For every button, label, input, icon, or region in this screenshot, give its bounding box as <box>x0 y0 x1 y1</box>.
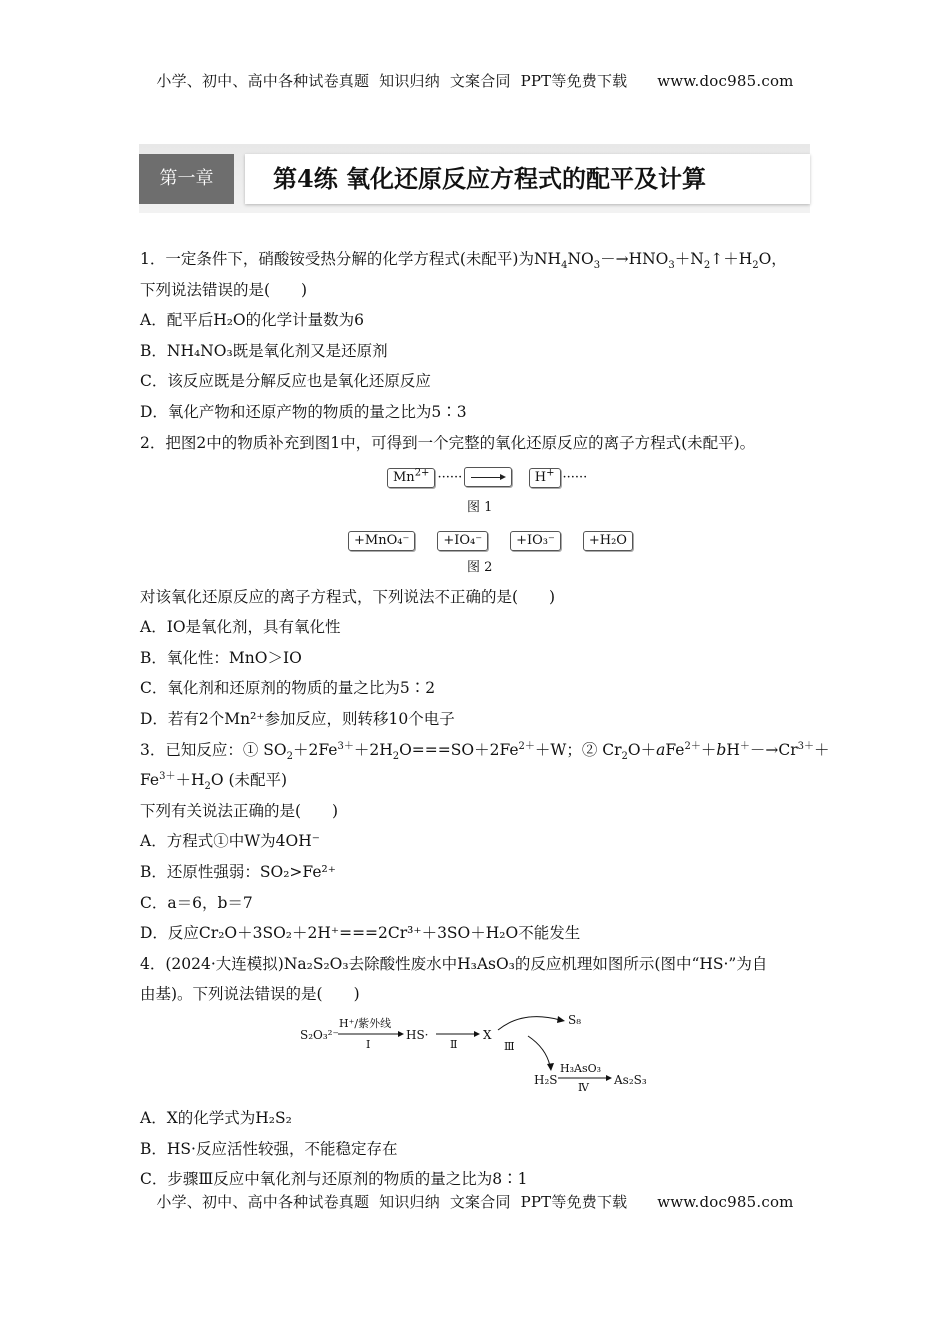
mech-arrowhead-2 <box>474 1031 480 1037</box>
page-title: 第4练 氧化还原反应方程式的配平及计算 <box>273 164 707 193</box>
q2-ask: 对该氧化还原反应的离子方程式，下列说法不正确的是( ) <box>140 588 556 606</box>
fig2-item-io4: +IO₄⁻ <box>437 531 488 551</box>
footer-site[interactable]: www.doc985.com <box>657 1193 794 1211</box>
q1-option-b[interactable]: B．NH₄NO₃既是氧化剂又是还原剂 <box>140 342 388 360</box>
fig2-item-mno4: +MnO₄⁻ <box>348 531 415 551</box>
q3-option-b[interactable]: B．还原性强弱：SO₂>Fe²⁺ <box>140 863 336 881</box>
figure-2 <box>348 529 655 551</box>
fig2-item-h2o: +H₂O <box>583 531 633 551</box>
q1-stem: 1．一定条件下，硝酸铵受热分解的化学方程式(未配平)为$NH_4NO_3-\to HNO_3+N_2↑+H_2O$， <box>140 250 787 272</box>
chapter-label: 第一章 <box>139 154 234 204</box>
header-text: 小学、初中、高中各种试卷真题 知识归纳 文案合同 PPT等免费下载 <box>156 72 628 90</box>
q3-stem: 3．已知反应：① $SO_2+2Fe^{3+}+2H_2O===SO+2Fe^{2+}+W$；② $Cr_2O+aFe^{2+}+bH^+-\to Cr^{3+}+$ <box>140 740 830 763</box>
figure-1-caption: 图 1 <box>467 500 493 515</box>
q3-option-c[interactable]: C．a＝6，b＝7 <box>140 894 253 912</box>
mech-s8: S₈ <box>568 1013 582 1027</box>
q2-option-b[interactable]: B．氧化性：MnO＞IO <box>140 649 302 667</box>
header-site[interactable]: www.doc985.com <box>657 72 794 90</box>
q3-stem2: $Fe^{3+}+H_2O$ (未配平) <box>140 770 288 793</box>
title-box <box>245 154 810 204</box>
mn-box: $Mn^{2+}$ <box>387 468 435 488</box>
q1-stem2: 下列说法错误的是( ) <box>140 281 308 299</box>
mech-x: X <box>483 1028 492 1042</box>
mech-as2s3: As₂S₃ <box>614 1073 647 1087</box>
q4-option-c[interactable]: C．步骤Ⅲ反应中氧化剂与还原剂的物质的量之比为8∶1 <box>140 1170 528 1188</box>
q1-option-d[interactable]: D．氧化产物和还原产物的物质的量之比为5∶3 <box>140 403 467 421</box>
q2-option-c[interactable]: C．氧化剂和还原剂的物质的量之比为5∶2 <box>140 679 436 697</box>
mech-arrowhead-s8 <box>557 1016 565 1023</box>
mech-arrowhead-1 <box>398 1031 404 1037</box>
q1-option-c[interactable]: C．该反应既是分解反应也是氧化还原反应 <box>140 372 431 390</box>
mech-s2o3: S₂O₃²⁻ <box>300 1028 339 1042</box>
page-footer <box>0 1191 950 1212</box>
h-box: H+ <box>529 468 561 488</box>
mech-step4: Ⅳ <box>578 1081 589 1094</box>
mechanism-diagram <box>298 1012 658 1094</box>
mech-h2s: H₂S <box>534 1073 558 1087</box>
mech-step1: Ⅰ <box>366 1038 371 1051</box>
q1-option-a[interactable]: A．配平后H₂O的化学计量数为6 <box>140 311 364 329</box>
q4-option-a[interactable]: A．X的化学式为H₂S₂ <box>140 1109 292 1127</box>
arrow-box <box>464 467 512 487</box>
fig2-item-io3: +IO₃⁻ <box>510 531 561 551</box>
q3-option-d[interactable]: D．反应Cr₂O＋3SO₂＋2H⁺===2Cr³⁺＋3SO＋H₂O不能发生 <box>140 924 581 942</box>
mech-cond4: H₃AsO₃ <box>560 1062 602 1075</box>
figure-1: $Mn^{2+}$ ······ H+ ······ <box>387 467 589 488</box>
q2-option-a[interactable]: A．IO是氧化剂，具有氧化性 <box>140 618 341 636</box>
mech-step3: Ⅲ <box>504 1040 515 1053</box>
mech-cond1: H⁺/紫外线 <box>339 1017 392 1030</box>
q3-option-a[interactable]: A．方程式①中W为4OH⁻ <box>140 832 320 850</box>
q4-stem: 4．(2024·大连模拟)Na₂S₂O₃去除酸性废水中H₃AsO₃的反应机理如图所示(图中“HS·”为自 <box>140 955 768 973</box>
mech-step2: Ⅱ <box>450 1038 458 1051</box>
mech-arrowhead-4 <box>606 1075 612 1081</box>
q3-ask: 下列有关说法正确的是( ) <box>140 802 339 820</box>
q2-option-d[interactable]: D．若有2个Mn²⁺参加反应，则转移10个电子 <box>140 710 455 728</box>
page-header <box>0 70 950 91</box>
mech-arrow-s8 <box>498 1017 560 1030</box>
figure-2-caption: 图 2 <box>467 560 493 575</box>
q4-stem2: 由基)。下列说法错误的是( ) <box>140 985 360 1003</box>
chapter-banner <box>139 144 810 213</box>
footer-text: 小学、初中、高中各种试卷真题 知识归纳 文案合同 PPT等免费下载 <box>156 1193 628 1211</box>
mech-hs: HS· <box>406 1028 429 1042</box>
mech-arrowhead-h2s <box>547 1063 554 1071</box>
q2-stem: 2．把图2中的物质补充到图1中，可得到一个完整的氧化还原反应的离子方程式(未配平)。 <box>140 434 756 452</box>
q4-option-b[interactable]: B．HS·反应活性较强，不能稳定存在 <box>140 1140 398 1158</box>
mech-arrow-h2s <box>528 1036 550 1066</box>
